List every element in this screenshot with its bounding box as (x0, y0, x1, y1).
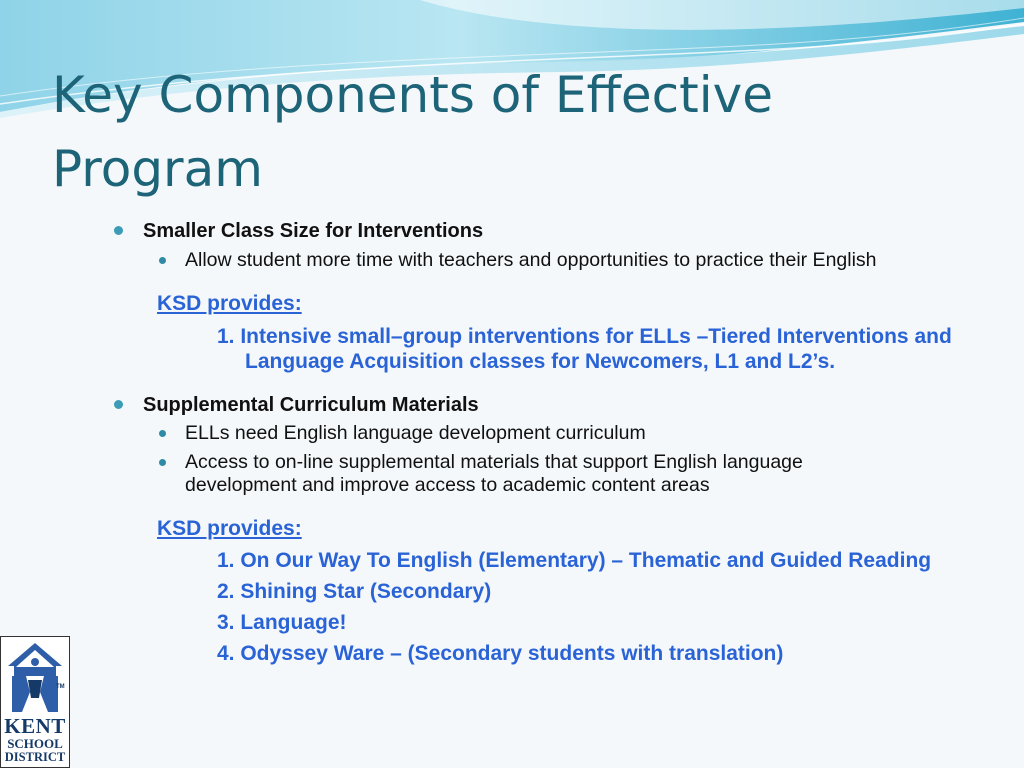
logo-emblem-icon (4, 640, 66, 714)
kent-school-district-logo (0, 636, 70, 768)
section-point: Allow student more time with teachers and opportunities to practice their English (185, 249, 995, 272)
logo-text-school: SCHOOL (7, 736, 63, 751)
section-point: Access to on-line supplemental materials that support English language development and improve access to academic content areas (185, 451, 905, 497)
ksd-item: 4. Odyssey Ware – (Secondary students with translation) (217, 642, 784, 665)
ksd-item: 3. Language! (217, 611, 347, 634)
logo-text-kent: KENT (4, 714, 66, 738)
ksd-item: 1. Intensive small–group interventions for ELLs –Tiered Interventions and Language Acquisition classes for Newcomers, L1 and L2’s. (217, 325, 952, 373)
logo-text-district: DISTRICT (4, 750, 66, 764)
ksd-item: 1. On Our Way To English (Elementary) – Thematic and Guided Reading (217, 549, 932, 572)
section-point: ELLs need English language development curriculum (185, 422, 995, 445)
ksd-provides-label: KSD provides: (157, 517, 302, 540)
slide-title: Key Components of Effective Program (52, 66, 773, 198)
ksd-provides-label: KSD provides: (157, 292, 302, 315)
logo-trademark: TM (56, 684, 65, 690)
ksd-item: 2. Shining Star (Secondary) (217, 580, 492, 603)
section-heading-curriculum: Supplemental Curriculum Materials (143, 394, 479, 416)
section-heading-class-size: Smaller Class Size for Interventions (143, 220, 484, 242)
